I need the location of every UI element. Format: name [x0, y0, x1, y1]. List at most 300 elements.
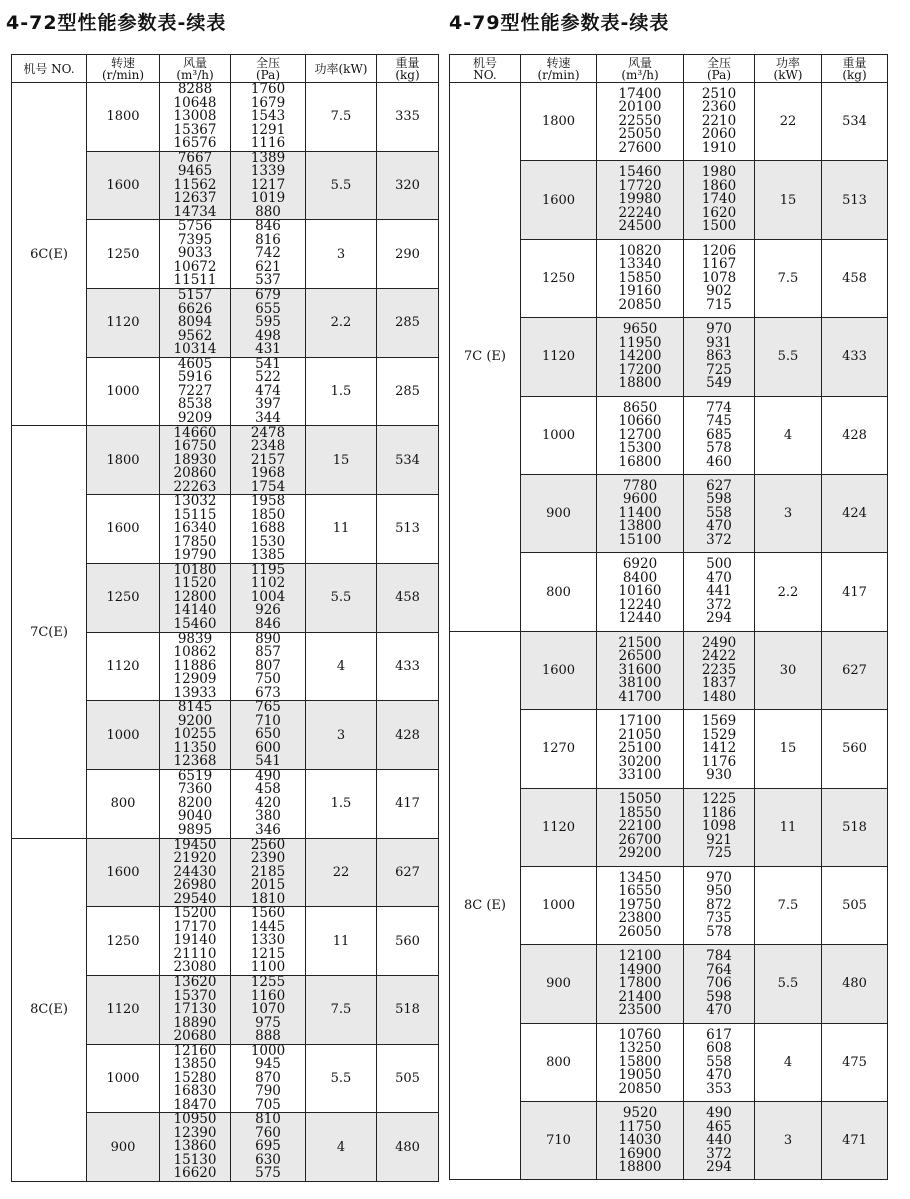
- weight-cell: 505: [377, 1044, 439, 1113]
- pressure-cell-value: 2422: [701, 648, 737, 665]
- pressure-cell-value: 695: [255, 1138, 281, 1155]
- flow-cell-value: 7780: [622, 477, 658, 494]
- header-flow-label: 风量: [627, 55, 652, 70]
- flow-cell-value: 19790: [173, 547, 217, 564]
- flow-cell-value: 20850: [618, 296, 662, 313]
- weight-cell: 560: [822, 710, 888, 788]
- speed-cell: 1250: [521, 239, 597, 317]
- header-pressure: [231, 55, 306, 83]
- pressure-cell: [684, 631, 755, 709]
- table-row: [12, 838, 439, 907]
- pressure-cell: [231, 632, 306, 701]
- pressure-cell-value: 1116: [250, 135, 286, 152]
- pressure-cell-value: 970: [706, 321, 732, 338]
- power-cell: 1.5: [306, 769, 377, 838]
- right-table-title: 4-79型性能参数表-续表: [449, 12, 670, 34]
- speed-cell: 800: [87, 769, 160, 838]
- weight-cell: 424: [822, 474, 888, 552]
- pressure-cell-value: 1100: [250, 959, 286, 976]
- flow-cell: [160, 1044, 231, 1113]
- flow-cell-value: 25100: [618, 740, 662, 757]
- pressure-cell-value: 2210: [701, 112, 737, 129]
- speed-cell: 1000: [521, 396, 597, 474]
- header-weight-unit: (kg): [395, 67, 420, 82]
- header-pressure-unit: (Pa): [706, 67, 732, 82]
- pressure-cell-value: 1225: [701, 791, 737, 808]
- flow-cell-value: 14200: [618, 348, 662, 365]
- flow-cell-value: 12637: [173, 190, 217, 207]
- flow-cell-value: 10760: [618, 1026, 662, 1043]
- flow-cell-value: 31600: [618, 661, 662, 678]
- pressure-cell-value: 380: [255, 808, 281, 825]
- weight-cell: 471: [822, 1102, 888, 1180]
- pressure-cell-value: 630: [255, 1151, 281, 1168]
- flow-cell-value: 26050: [618, 923, 662, 940]
- power-cell: 3: [306, 701, 377, 770]
- speed-cell: 1000: [87, 1044, 160, 1113]
- flow-cell-value: 13340: [618, 256, 662, 273]
- flow-cell-value: 8200: [177, 794, 213, 811]
- flow-cell-value: 21500: [618, 634, 662, 651]
- pressure-cell-value: 1206: [701, 242, 737, 259]
- power-cell: 5.5: [755, 945, 822, 1023]
- flow-cell: [160, 563, 231, 632]
- header-model: [450, 55, 521, 83]
- pressure-cell-value: 600: [255, 739, 281, 756]
- pressure-cell-value: 397: [255, 396, 281, 413]
- flow-cell-value: 17720: [618, 177, 662, 194]
- pressure-cell-value: 490: [706, 1105, 732, 1122]
- flow-cell-value: 11520: [173, 575, 217, 592]
- flow-cell-value: 10648: [173, 94, 217, 111]
- speed-cell: 1000: [521, 866, 597, 944]
- flow-cell-value: 4605: [177, 357, 213, 372]
- flow-cell-value: 11950: [618, 334, 662, 351]
- flow-cell-value: 9200: [177, 712, 213, 729]
- flow-cell-value: 11750: [618, 1118, 662, 1135]
- pressure-cell-value: 294: [706, 610, 732, 627]
- flow-cell-value: 17170: [173, 918, 217, 935]
- flow-cell-value: 13850: [173, 1056, 217, 1073]
- pressure-cell-value: 872: [706, 896, 732, 913]
- pressure-cell-value: 372: [706, 596, 732, 613]
- flow-cell-value: 22240: [618, 204, 662, 221]
- flow-cell-value: 15370: [173, 987, 217, 1004]
- weight-cell: 285: [377, 357, 439, 426]
- flow-cell-value: 26700: [618, 831, 662, 848]
- flow-cell-value: 12800: [173, 588, 217, 605]
- pressure-cell-value: 1968: [250, 465, 286, 482]
- speed-cell: 1120: [87, 975, 160, 1044]
- flow-cell-value: 12368: [173, 753, 217, 770]
- power-cell: 1.5: [306, 357, 377, 426]
- flow-cell-value: 17130: [173, 1001, 217, 1018]
- flow-cell-value: 14734: [173, 203, 217, 220]
- header-model-label: 机号: [472, 55, 497, 70]
- weight-cell: 534: [377, 426, 439, 495]
- pressure-cell-value: 2478: [250, 425, 286, 441]
- pressure-cell-value: 880: [255, 203, 281, 220]
- pressure-cell-value: 1339: [250, 163, 286, 180]
- speed-cell: 900: [521, 474, 597, 552]
- flow-cell-value: 15100: [618, 531, 662, 548]
- flow-cell-value: 11562: [173, 176, 217, 193]
- speed-cell: 710: [521, 1102, 597, 1180]
- flow-cell-value: 13860: [173, 1138, 217, 1155]
- flow-cell-value: 23500: [618, 1002, 662, 1019]
- flow-cell-value: 19750: [618, 896, 662, 913]
- pressure-cell-value: 1070: [250, 1001, 286, 1018]
- header-flow-unit: (m³/h): [176, 67, 214, 82]
- header-pressure-unit: (Pa): [255, 67, 281, 82]
- power-cell: 3: [306, 220, 377, 289]
- weight-cell: 518: [377, 975, 439, 1044]
- pressure-cell-value: 470: [706, 569, 732, 586]
- pressure-cell-value: 1980: [701, 164, 737, 181]
- power-cell: 7.5: [755, 866, 822, 944]
- pressure-cell-value: 498: [255, 327, 281, 344]
- flow-cell-value: 19050: [618, 1067, 662, 1084]
- weight-cell: 428: [377, 701, 439, 770]
- weight-cell: 505: [822, 866, 888, 944]
- pressure-cell: [231, 838, 306, 907]
- weight-cell: 518: [822, 788, 888, 866]
- flow-cell-value: 26980: [173, 877, 217, 894]
- flow-cell-value: 9562: [177, 327, 213, 344]
- pressure-cell-value: 1529: [701, 726, 737, 743]
- pressure-cell: [684, 710, 755, 788]
- pressure-cell: [684, 396, 755, 474]
- flow-cell-value: 16620: [173, 1165, 217, 1182]
- flow-cell-value: 15460: [618, 164, 662, 181]
- power-cell: 4: [755, 1023, 822, 1101]
- flow-cell-value: 19140: [173, 932, 217, 949]
- pressure-cell-value: 353: [706, 1080, 732, 1097]
- flow-cell-value: 13008: [173, 108, 217, 125]
- power-cell: 2.2: [306, 289, 377, 358]
- header-weight: [822, 55, 888, 83]
- pressure-cell-value: 598: [706, 988, 732, 1005]
- flow-cell: [597, 474, 684, 552]
- flow-cell-value: 22263: [173, 478, 217, 495]
- pressure-cell: [231, 1044, 306, 1113]
- pressure-cell-value: 1098: [701, 818, 737, 835]
- pressure-cell-value: 705: [255, 1096, 281, 1113]
- flow-cell-value: 22100: [618, 818, 662, 835]
- pressure-cell-value: 431: [255, 341, 281, 358]
- flow-cell-value: 17100: [618, 713, 662, 730]
- pressure-cell-value: 621: [255, 258, 281, 275]
- flow-cell-value: 16340: [173, 520, 217, 537]
- pressure-cell-value: 926: [255, 602, 281, 619]
- flow-cell-value: 8400: [622, 569, 658, 586]
- flow-cell: [597, 318, 684, 396]
- table-row: [450, 83, 888, 161]
- flow-cell-value: 14030: [618, 1132, 662, 1149]
- power-cell: 15: [755, 710, 822, 788]
- flow-cell-value: 8538: [177, 396, 213, 413]
- flow-cell-value: 14660: [173, 425, 217, 441]
- speed-cell: 900: [521, 945, 597, 1023]
- weight-cell: 560: [377, 907, 439, 976]
- speed-cell: 1600: [521, 161, 597, 239]
- pressure-cell-value: 1500: [701, 218, 737, 235]
- speed-cell: 900: [87, 1113, 160, 1182]
- flow-cell-value: 15050: [618, 791, 662, 808]
- left-table-title: 4-72型性能参数表-续表: [6, 12, 227, 34]
- flow-cell-value: 10180: [173, 563, 217, 578]
- weight-cell: 433: [377, 632, 439, 701]
- pressure-cell-value: 2157: [250, 451, 286, 468]
- flow-cell-value: 9040: [177, 808, 213, 825]
- flow-cell-value: 16830: [173, 1083, 217, 1100]
- flow-cell-value: 14900: [618, 961, 662, 978]
- pressure-cell-value: 1620: [701, 204, 737, 221]
- pressure-cell-value: 1000: [250, 1044, 286, 1059]
- speed-cell: 1120: [521, 318, 597, 396]
- pressure-cell: [231, 975, 306, 1044]
- pressure-cell-value: 460: [706, 453, 732, 470]
- pressure-cell-value: 470: [706, 1067, 732, 1084]
- pressure-cell-value: 458: [255, 781, 281, 798]
- power-cell: 15: [306, 426, 377, 495]
- flow-cell: [597, 161, 684, 239]
- flow-cell-value: 18470: [173, 1096, 217, 1113]
- pressure-cell-value: 1176: [701, 753, 737, 770]
- header-weight-label: 重量: [842, 55, 867, 70]
- power-cell: 22: [306, 838, 377, 907]
- speed-cell: 1600: [87, 495, 160, 564]
- pressure-cell-value: 1186: [701, 804, 737, 821]
- flow-cell-value: 13250: [618, 1040, 662, 1057]
- pressure-cell-value: 902: [706, 283, 732, 300]
- power-cell: 5.5: [306, 151, 377, 220]
- flow-cell-value: 13450: [618, 869, 662, 886]
- flow-cell-value: 14140: [173, 602, 217, 619]
- power-cell: 11: [306, 907, 377, 976]
- header-power-unit: (kW): [773, 67, 803, 82]
- pressure-cell-value: 2015: [250, 877, 286, 894]
- flow-cell-value: 5756: [177, 219, 213, 235]
- flow-cell: [597, 631, 684, 709]
- flow-cell-value: 16576: [173, 135, 217, 152]
- speed-cell: 1250: [87, 563, 160, 632]
- header-flow-unit: (m³/h): [621, 67, 659, 82]
- pressure-cell-value: 846: [255, 615, 281, 632]
- header-pressure: [684, 55, 755, 83]
- flow-cell-value: 16750: [173, 438, 217, 455]
- pressure-cell-value: 470: [706, 1002, 732, 1019]
- pressure-cell-value: 595: [255, 314, 281, 331]
- power-cell: 7.5: [306, 975, 377, 1044]
- pressure-cell: [231, 289, 306, 358]
- header-power-label: 功率(kW): [314, 61, 368, 76]
- weight-cell: 480: [822, 945, 888, 1023]
- flow-cell-value: 9209: [177, 409, 213, 426]
- flow-cell-value: 6519: [177, 769, 213, 784]
- pressure-cell: [231, 495, 306, 564]
- flow-cell-value: 12100: [618, 948, 662, 965]
- pressure-cell-value: 970: [706, 869, 732, 886]
- header-speed-label: 转速: [110, 55, 135, 70]
- pressure-cell-value: 558: [706, 1053, 732, 1070]
- pressure-cell-value: 537: [255, 272, 281, 289]
- flow-cell: [597, 553, 684, 631]
- pressure-cell-value: 1958: [250, 494, 286, 510]
- flow-cell-value: 15460: [173, 615, 217, 632]
- pressure-cell-value: 470: [706, 518, 732, 535]
- pressure-cell-value: 1910: [701, 139, 737, 156]
- flow-cell-value: 5157: [177, 288, 213, 304]
- flow-cell-value: 12440: [618, 610, 662, 627]
- pressure-cell-value: 685: [706, 426, 732, 443]
- pressure-cell-value: 549: [706, 375, 732, 392]
- pressure-cell: [231, 357, 306, 426]
- flow-cell-value: 9033: [177, 245, 213, 262]
- pressure-cell-value: 372: [706, 531, 732, 548]
- pressure-cell-value: 1330: [250, 932, 286, 949]
- pressure-cell-value: 765: [255, 700, 281, 716]
- table-row: [450, 631, 888, 709]
- pressure-cell-value: 950: [706, 883, 732, 900]
- power-cell: 5.5: [306, 563, 377, 632]
- flow-cell: [160, 357, 231, 426]
- pressure-cell-value: 975: [255, 1014, 281, 1031]
- pressure-cell-value: 1389: [250, 151, 286, 166]
- flow-cell-value: 38100: [618, 675, 662, 692]
- pressure-cell-value: 1688: [250, 520, 286, 537]
- pressure-cell-value: 1560: [250, 906, 286, 922]
- flow-cell: [597, 945, 684, 1023]
- weight-cell: 285: [377, 289, 439, 358]
- pressure-cell: [684, 239, 755, 317]
- flow-cell-value: 10820: [618, 242, 662, 259]
- flow-cell: [597, 83, 684, 161]
- flow-cell-value: 5916: [177, 369, 213, 386]
- pressure-cell: [684, 1102, 755, 1180]
- pressure-cell-value: 710: [255, 712, 281, 729]
- pressure-cell-value: 1810: [250, 890, 286, 907]
- flow-cell-value: 15280: [173, 1069, 217, 1086]
- pressure-cell-value: 650: [255, 726, 281, 743]
- flow-cell: [597, 710, 684, 788]
- flow-cell-value: 10862: [173, 644, 217, 661]
- pressure-cell-value: 679: [255, 288, 281, 304]
- flow-cell-value: 17200: [618, 361, 662, 378]
- header-power: [306, 55, 377, 83]
- model-cell: 6C(E): [12, 83, 87, 426]
- flow-cell-value: 12160: [173, 1044, 217, 1059]
- right-table: [449, 54, 888, 1180]
- header-weight-label: 重量: [395, 55, 420, 70]
- power-cell: 15: [755, 161, 822, 239]
- speed-cell: 1800: [87, 426, 160, 495]
- pressure-cell: [231, 151, 306, 220]
- pressure-cell-value: 2360: [701, 99, 737, 116]
- header-model: [12, 55, 87, 83]
- model-cell: 8C (E): [450, 631, 521, 1180]
- pressure-cell-value: 541: [255, 753, 281, 770]
- pressure-cell-value: 617: [706, 1026, 732, 1043]
- pressure-cell-value: 1160: [250, 987, 286, 1004]
- flow-cell-value: 10314: [173, 341, 217, 358]
- flow-cell-value: 11511: [173, 272, 217, 289]
- flow-cell-value: 13800: [618, 518, 662, 535]
- pressure-cell-value: 2490: [701, 634, 737, 651]
- pressure-cell-value: 372: [706, 1145, 732, 1162]
- speed-cell: 1000: [87, 701, 160, 770]
- pressure-cell: [684, 318, 755, 396]
- pressure-cell-value: 1740: [701, 191, 737, 208]
- flow-cell-value: 18890: [173, 1014, 217, 1031]
- pressure-cell-value: 627: [706, 477, 732, 494]
- model-cell: 7C (E): [450, 83, 521, 632]
- flow-cell: [160, 220, 231, 289]
- pressure-cell-value: 1543: [250, 108, 286, 125]
- flow-cell-value: 9839: [177, 632, 213, 647]
- pressure-cell-value: 1754: [250, 478, 286, 495]
- pressure-cell-value: 2390: [250, 850, 286, 867]
- flow-cell-value: 11350: [173, 739, 217, 756]
- flow-cell-value: 15300: [618, 440, 662, 456]
- flow-cell-value: 15367: [173, 121, 217, 138]
- weight-cell: 480: [377, 1113, 439, 1182]
- pressure-cell-value: 784: [706, 948, 732, 965]
- flow-cell-value: 9600: [622, 491, 658, 508]
- header-speed: [87, 55, 160, 83]
- pressure-cell-value: 344: [255, 409, 281, 426]
- pressure-cell-value: 1195: [250, 563, 286, 578]
- header-model-label: 机号 NO.: [23, 61, 75, 76]
- power-cell: 3: [755, 474, 822, 552]
- pressure-cell-value: 810: [255, 1112, 281, 1128]
- pressure-cell: [684, 553, 755, 631]
- flow-cell-value: 18930: [173, 451, 217, 468]
- power-cell: 30: [755, 631, 822, 709]
- flow-cell-value: 23800: [618, 910, 662, 927]
- flow-cell-value: 15850: [618, 269, 662, 286]
- pressure-cell-value: 1760: [250, 82, 286, 98]
- pressure-cell-value: 790: [255, 1083, 281, 1100]
- pressure-cell-value: 1291: [250, 121, 286, 138]
- weight-cell: 475: [822, 1023, 888, 1101]
- pressure-cell-value: 1167: [701, 256, 737, 273]
- pressure-cell-value: 1255: [250, 975, 286, 991]
- flow-cell-value: 9465: [177, 163, 213, 180]
- flow-cell: [160, 632, 231, 701]
- pressure-cell-value: 807: [255, 657, 281, 674]
- pressure-cell: [231, 426, 306, 495]
- pressure-cell-value: 870: [255, 1069, 281, 1086]
- speed-cell: 800: [521, 553, 597, 631]
- flow-cell-value: 21110: [173, 945, 217, 962]
- flow-cell-value: 20100: [618, 99, 662, 116]
- flow-cell-value: 10950: [173, 1112, 217, 1128]
- flow-cell-value: 10255: [173, 726, 217, 743]
- flow-cell-value: 6626: [177, 300, 213, 317]
- pressure-cell-value: 1679: [250, 94, 286, 111]
- pressure-cell-value: 598: [706, 491, 732, 508]
- flow-cell-value: 21050: [618, 726, 662, 743]
- weight-cell: 458: [377, 563, 439, 632]
- weight-cell: 320: [377, 151, 439, 220]
- header-flow-label: 风量: [182, 55, 207, 70]
- flow-cell-value: 19450: [173, 838, 217, 853]
- flow-cell: [160, 289, 231, 358]
- pressure-cell-value: 346: [255, 821, 281, 838]
- pressure-cell-value: 888: [255, 1028, 281, 1045]
- flow-cell: [160, 838, 231, 907]
